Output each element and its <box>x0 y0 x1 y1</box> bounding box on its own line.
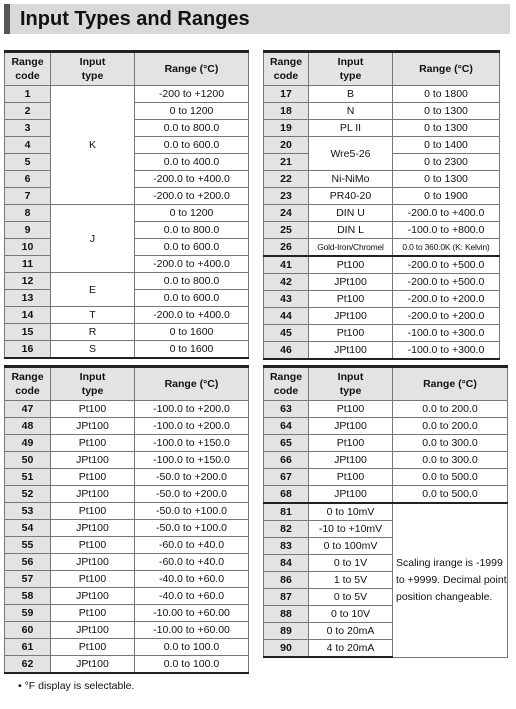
table-row: 42 JPt100 -200.0 to +500.0 <box>264 274 500 291</box>
table-header <box>264 52 500 86</box>
header-input-type: Input type <box>51 52 135 86</box>
table-row: 83 0 to 100mV <box>264 538 508 555</box>
table-row: 16 S 0 to 1600 <box>5 341 249 359</box>
footnote: • °F display is selectable. <box>18 680 135 692</box>
table-row: 17 B 0 to 1800 <box>264 86 500 103</box>
table-row: 82 -10 to +10mV <box>264 521 508 538</box>
table-row: 68 JPt100 0.0 to 500.0 <box>264 486 508 504</box>
header-range: Range (°C) <box>393 367 508 401</box>
table-header <box>264 367 508 401</box>
table-row: 21 0 to 2300 <box>264 154 500 171</box>
table-row: 49 Pt100 -100.0 to +150.0 <box>5 435 249 452</box>
table-row: 64 JPt100 0.0 to 200.0 <box>264 418 508 435</box>
input-type-cell: S <box>51 341 135 359</box>
table-row: 52 JPt100 -50.0 to +200.0 <box>5 486 249 503</box>
table-row: 6 -200.0 to +400.0 <box>5 171 249 188</box>
title-bar <box>4 4 510 34</box>
table-row: 44 JPt100 -200.0 to +200.0 <box>264 308 500 325</box>
table-row: 10 0.0 to 600.0 <box>5 239 249 256</box>
header-range-code: Range code <box>5 52 51 86</box>
table-row: 5 0.0 to 400.0 <box>5 154 249 171</box>
table-row: 19 PL II 0 to 1300 <box>264 120 500 137</box>
table-row: 7 -200.0 to +200.0 <box>5 188 249 205</box>
table-row: 2 0 to 1200 <box>5 103 249 120</box>
table-row: 57 Pt100 -40.0 to +60.0 <box>5 571 249 588</box>
table-row: 12 E 0.0 to 800.0 <box>5 273 249 290</box>
table-top-left <box>4 50 249 359</box>
table-row: 3 0.0 to 800.0 <box>5 120 249 137</box>
table-row: 13 0.0 to 600.0 <box>5 290 249 307</box>
table-row: 26 Gold-Iron/Chromel 0.0 to 360.0K (K: Kelvin) <box>264 239 500 257</box>
table-row: 4 0.0 to 600.0 <box>5 137 249 154</box>
table-row: 41 Pt100 -200.0 to +500.0 <box>264 256 500 274</box>
table-row: 58 JPt100 -40.0 to +60.0 <box>5 588 249 605</box>
header-range: Range (°C) <box>135 367 249 401</box>
input-type-cell: T <box>51 307 135 324</box>
table-row: 51 Pt100 -50.0 to +200.0 <box>5 469 249 486</box>
table-row: 62 JPt100 0.0 to 100.0 <box>5 656 249 674</box>
table-row: 86 1 to 5V <box>264 572 508 589</box>
table-row: 54 JPt100 -50.0 to +100.0 <box>5 520 249 537</box>
table-row: 66 JPt100 0.0 to 300.0 <box>264 452 508 469</box>
input-type-cell: E <box>51 273 135 307</box>
table-row: 55 Pt100 -60.0 to +40.0 <box>5 537 249 554</box>
header-range-code: Range code <box>264 367 309 401</box>
table-row: 56 JPt100 -60.0 to +40.0 <box>5 554 249 571</box>
table-row: 11 -200.0 to +400.0 <box>5 256 249 273</box>
table-row: 61 Pt100 0.0 to 100.0 <box>5 639 249 656</box>
table-row: 60 JPt100 -10.00 to +60.00 <box>5 622 249 639</box>
header-range: Range (°C) <box>135 52 249 86</box>
table-row: 67 Pt100 0.0 to 500.0 <box>264 469 508 486</box>
table-row: 22 Ni-NiMo 0 to 1300 <box>264 171 500 188</box>
table-row: 45 Pt100 -100.0 to +300.0 <box>264 325 500 342</box>
table-row: 25 DIN L -100.0 to +800.0 <box>264 222 500 239</box>
table-row: 63 Pt100 0.0 to 200.0 <box>264 401 508 418</box>
table-row: 18 N 0 to 1300 <box>264 103 500 120</box>
input-type-cell: Wre5-26 <box>309 137 393 171</box>
title-accent <box>4 4 10 34</box>
table-bottom-right <box>263 365 508 658</box>
input-type-cell: K <box>51 86 135 205</box>
input-type-cell: R <box>51 324 135 341</box>
table-row: 23 PR40-20 0 to 1900 <box>264 188 500 205</box>
scaling-note: Scaling irange is -1999 to +9999. Decimal point position changeable. <box>393 503 508 657</box>
table-bottom-left <box>4 365 249 674</box>
table-row: 50 JPt100 -100.0 to +150.0 <box>5 452 249 469</box>
table-row: 81 0 to 10mV Scaling irange is -1999 to +9999. Decimal point position changeable. <box>264 503 508 521</box>
table-row: 46 JPt100 -100.0 to +300.0 <box>264 342 500 360</box>
table-row: 48 JPt100 -100.0 to +200.0 <box>5 418 249 435</box>
table-row: 9 0.0 to 800.0 <box>5 222 249 239</box>
header-input-type: Input type <box>51 367 135 401</box>
table-row: 15 R 0 to 1600 <box>5 324 249 341</box>
table-row: 89 0 to 20mA <box>264 623 508 640</box>
table-row: 14 T -200.0 to +400.0 <box>5 307 249 324</box>
header-input-type: Input type <box>309 52 393 86</box>
table-top-right <box>263 50 500 360</box>
header-range-code: Range code <box>5 367 51 401</box>
header-range: Range (°C) <box>393 52 500 86</box>
table-row: 24 DIN U -200.0 to +400.0 <box>264 205 500 222</box>
table-row: 87 0 to 5V <box>264 589 508 606</box>
table-header <box>5 367 249 401</box>
table-row: 90 4 to 20mA <box>264 640 508 658</box>
table-header <box>5 52 249 86</box>
header-range-code: Range code <box>264 52 309 86</box>
table-row: 84 0 to 1V <box>264 555 508 572</box>
table-row: 20 Wre5-26 0 to 1400 <box>264 137 500 154</box>
table-row: 53 Pt100 -50.0 to +100.0 <box>5 503 249 520</box>
header-input-type: Input type <box>309 367 393 401</box>
table-row: 47 Pt100 -100.0 to +200.0 <box>5 401 249 418</box>
table-row: 88 0 to 10V <box>264 606 508 623</box>
table-row: 65 Pt100 0.0 to 300.0 <box>264 435 508 452</box>
input-type-cell: J <box>51 205 135 273</box>
table-row: 59 Pt100 -10.00 to +60.00 <box>5 605 249 622</box>
page-title: Input Types and Ranges <box>20 8 250 30</box>
table-row: 1 K -200 to +1200 <box>5 86 249 103</box>
table-row: 8 J 0 to 1200 <box>5 205 249 222</box>
table-row: 43 Pt100 -200.0 to +200.0 <box>264 291 500 308</box>
